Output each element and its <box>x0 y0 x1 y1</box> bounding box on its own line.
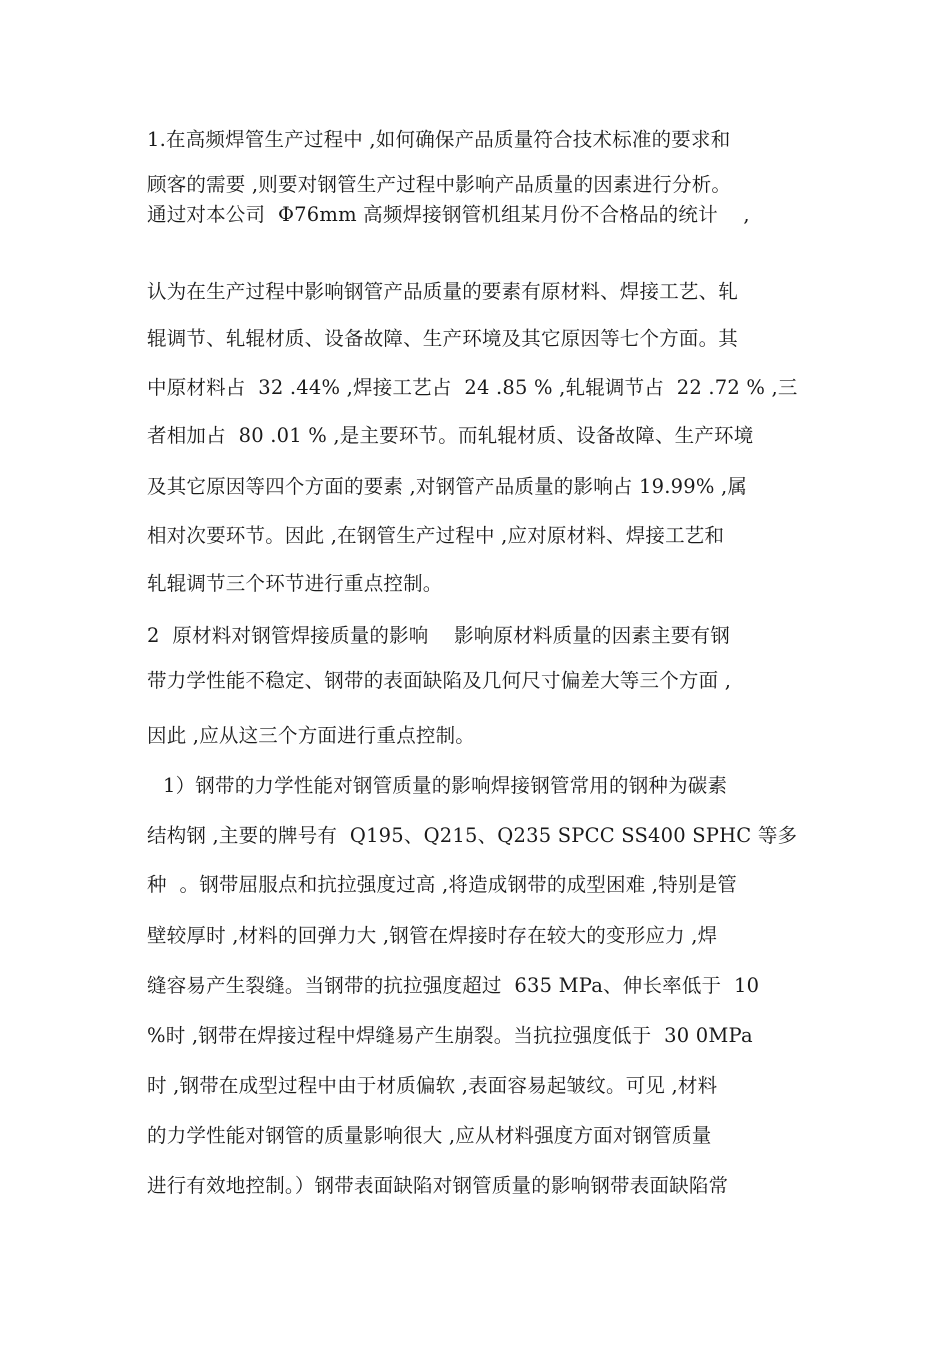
text-line: 辊调节、轧辊材质、设备故障、生产环境及其它原因等七个方面。其 <box>147 327 739 350</box>
text-line: 轧辊调节三个环节进行重点控制。 <box>147 572 443 595</box>
text-line: 1.在高频焊管生产过程中 ,如何确保产品质量符合技术标准的要求和 <box>147 128 731 151</box>
text-line: 结构钢 ,主要的牌号有 Q195、Q215、Q235 SPCC SS400 SPHC 等多 <box>147 824 798 847</box>
text-line: 种 。钢带屈服点和抗拉强度过高 ,将造成钢带的成型困难 ,特别是管 <box>147 873 737 896</box>
text-line: 顾客的需要 ,则要对钢管生产过程中影响产品质量的因素进行分析。 <box>147 173 732 196</box>
text-line: 缝容易产生裂缝。当钢带的抗拉强度超过 635 MPa、伸长率低于 10 <box>147 974 760 997</box>
text-line: 2 原材料对钢管焊接质量的影响 影响原材料质量的因素主要有钢 <box>147 624 730 647</box>
text-line: 因此 ,应从这三个方面进行重点控制。 <box>147 724 475 747</box>
text-line: 1）钢带的力学性能对钢管质量的影响焊接钢管常用的钢种为碳素 <box>163 774 728 797</box>
text-line: 壁较厚时 ,材料的回弹力大 ,钢管在焊接时存在较大的变形应力 ,焊 <box>147 924 718 947</box>
text-line: 者相加占 80 .01 % ,是主要环节。而轧辊材质、设备故障、生产环境 <box>147 424 754 447</box>
text-line: 通过对本公司 Φ76mm 高频焊接钢管机组某月份不合格品的统计 , <box>147 203 750 226</box>
text-line: 带力学性能不稳定、钢带的表面缺陷及几何尺寸偏差大等三个方面 , <box>147 669 732 692</box>
text-line: 相对次要环节。因此 ,在钢管生产过程中 ,应对原材料、焊接工艺和 <box>147 524 725 547</box>
text-line: 中原材料占 32 .44% ,焊接工艺占 24 .85 % ,轧辊调节占 22 .72 % ,三 <box>147 376 798 399</box>
text-line: 时 ,钢带在成型过程中由于材质偏软 ,表面容易起皱纹。可见 ,材料 <box>147 1074 718 1097</box>
text-line: 及其它原因等四个方面的要素 ,对钢管产品质量的影响占 19.99% ,属 <box>147 475 748 498</box>
text-line: 的力学性能对钢管的质量影响很大 ,应从材料强度方面对钢管质量 <box>147 1124 712 1147</box>
text-line: 进行有效地控制。）钢带表面缺陷对钢管质量的影响钢带表面缺陷常 <box>147 1174 729 1197</box>
text-line: %时 ,钢带在焊接过程中焊缝易产生崩裂。当抗拉强度低于 30 0MPa <box>147 1024 753 1047</box>
text-line: 认为在生产过程中影响钢管产品质量的要素有原材料、焊接工艺、轧 <box>147 280 739 303</box>
